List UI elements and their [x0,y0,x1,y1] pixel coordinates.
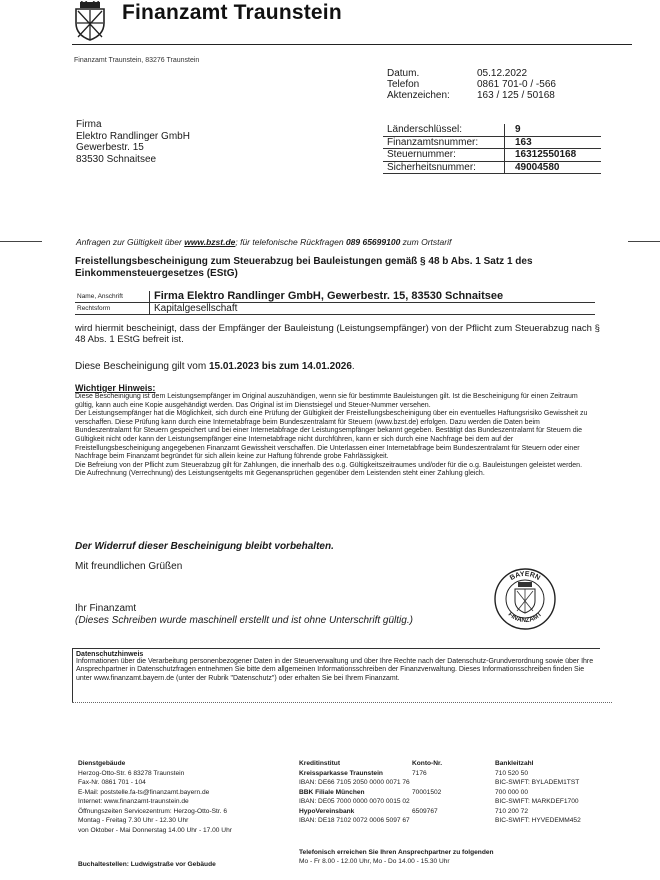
sender-line: Finanzamt Traunstein, 83276 Traunstein [74,57,200,64]
office-signature: Ihr Finanzamt [75,603,137,614]
footer-heading: Konto-Nr. [412,760,443,767]
document-heading: Freistellungsbescheinigung zum Steuerabzug bei Bauleistungen gemäß § 48 b Abs. 1 Satz 1 des Einkommensteuergesetzes (EStG) [75,256,533,279]
office-title: Finanzamt Traunstein [122,1,342,24]
footer-line: Montag - Freitag 7.30 Uhr - 12.30 Uhr [78,817,189,824]
footer-line: BBK Filiale München [299,788,365,796]
footer-line: BIC-SWIFT: MARKDEF1700 [495,798,579,805]
tax-id-value: 163 [515,136,532,148]
footer-heading: Bankleitzahl [495,760,534,767]
footer-line: von Oktober - Mai Donnerstag 14.00 Uhr - 17.00 Uhr [78,826,232,834]
name-label: Name, Anschrift [75,291,150,302]
recipient-address [76,119,190,165]
meta-value: 05.12.2022 [477,68,528,79]
address-line: Gewerbestr. 15 [76,142,144,153]
inquiry-middle: ; für telefonische Rückfragen [235,237,346,247]
address-line: 83530 Schnaitsee [76,153,157,165]
tax-id-box [383,124,601,174]
footer-email[interactable]: E-Mail: poststelle.fa-ts@finanzamt.bayern.de [78,788,210,796]
footer-line [412,797,442,807]
inquiry-prefix: Anfragen zur Gültigkeit über [76,237,185,247]
footer-line: 7176 [412,769,427,777]
privacy-text: Informationen über die Verarbeitung personenbezogener Daten in der Steuerverwaltung und über Ihre Rechte nach der Datenschutz-Grundverordnung sowie über Ihre Ansprechpartner in Datenschutzfragen entnehmen Sie bitte dem allgemeinen Informationsschreiben der Finanzverwaltung. Dieses Informationsschreiben finden Sie unter www.finanzamt.bayern.de (unter der Rubrik "Datenschutz") oder erhalten Sie bei Ihrem Finanzamt. [76,658,594,682]
footer-line: Öffnungszeiten Servicezentrum: Herzog-Otto-Str. 6 [78,807,228,815]
footer-heading: Kreditinstitut [299,760,341,767]
meta-block [387,68,597,101]
tax-id-label: Steuernummer: [383,149,505,161]
meta-value: 163 / 125 / 50168 [477,90,555,101]
bzst-link[interactable]: www.bzst.de [184,237,236,247]
meta-row [387,68,597,79]
footer-website[interactable]: Internet: www.finanzamt-traunstein.de [78,798,189,805]
tax-id-label: Finanzamtsnummer: [383,137,505,149]
footer-line: 70001502 [412,788,442,796]
tax-id-value: 49004580 [515,161,560,173]
privacy-heading: Datenschutzhinweis [76,651,144,658]
footer-bus-stop: Buchaltestellen: Ludwigstraße vor Gebäude [78,861,216,868]
validity-suffix: . [351,361,355,372]
meta-row [387,79,597,90]
inquiry-suffix: zum Ortstarif [400,237,452,247]
meta-row [387,90,597,101]
meta-label: Datum. [387,68,420,79]
address-line: Firma [76,119,102,130]
footer-line: 700 000 00 [495,788,529,796]
note-paragraph: Der Leistungsempfänger hat die Möglichkeit, sich durch eine Prüfung der Gültigkeit der Freistellungsbescheinigung über ein eventuelles Haftungsrisiko Gewissheit zu verschaffen. Diese Prüfung kann durch eine Internetabfrage beim Bundeszentralamt für Steuern (www.bzst.de) erfolgen. Dazu werden die Daten beim Bundeszentralamt für Steuern gespeichert und bei einer Internetabfrage der Leistungsempfänger bekannt gegeben. Bestätigt das Bundeszentralamt für Steuern die Gültigkeit nicht oder kann der Leistungsempfänger eine Internetabfrage nicht durchführen, kann er sich durch eine Nachfrage bei dem auf der Freistellungsbescheinigung angegebenen Finanzamt Gewissheit verschaffen. Die Unterlassen einer Internetabfrage beim Bundeszentralamt für Steuern oder einer Nachfrage beim Finanzamt begründet für sich allein keine zur Haftung führende grobe Fahrlässigkeit. [75,410,588,461]
fold-mark [628,241,660,242]
validity-to: 14.01.2026 [301,361,352,372]
footer-line: Fax-Nr. 0861 701 - 104 [78,779,146,786]
address-line: Elektro Randlinger GmbH [76,130,190,142]
coat-of-arms-icon [72,1,108,41]
footer-bic [495,759,581,826]
footer-building [78,759,232,835]
validity-middle: bis zum [259,361,302,372]
footer-line: Kreissparkasse Traunstein [299,769,383,777]
official-seal-icon [493,567,557,631]
legal-form-row [75,303,595,315]
meta-label: Telefon [387,79,420,90]
fold-mark [0,241,42,242]
footer-line: 710 200 72 [495,807,529,815]
footer-line: Mo - Fr 8.00 - 12.00 Uhr, Mo - Do 14.00 - 15.30 Uhr [299,857,450,865]
recipient-box [75,290,595,315]
inquiry-phone: 089 65699100 [345,237,401,247]
footer-accounts [412,759,442,816]
machine-generated-note: (Dieses Schreiben wurde maschinell erstellt und ist ohne Unterschrift gültig.) [75,615,413,626]
footer-line: Telefonisch erreichen Sie Ihren Ansprechpartner zu folgenden [299,849,494,856]
footer-line: Herzog-Otto-Str. 6 83278 Traunstein [78,769,185,777]
revocation-note: Der Widerruf dieser Bescheinigung bleibt vorbehalten. [75,541,334,552]
privacy-cut-line [72,702,612,703]
tax-id-row [383,162,601,175]
note-paragraph: Die Befreiung von der Pflicht zum Steuerabzug gilt für Zahlungen, die innerhalb des o.g. Gültigkeitszeitraumes und/oder für die o.g. Bauleistungen geleistet werden. Die Aufrechnung (Verrechnung) des Leistungsentgelts mit Gegenansprüchen gegenüber dem Leistenden steht einer Zahlung gleich. [75,461,583,478]
note-paragraph: Diese Bescheinigung ist dem Leistungsempfänger im Original auszuhändigen, wenn sie für bestimmte Bauleistungen gilt. Ist die Bescheinigung für einen Zeitraum gültig, kann auch eine Kopie ausgehändigt werden. Das Original ist im Dienstsiegel und Steuer-Nummer versehen. [75,393,578,409]
footer-line: IBAN: DE66 7105 2050 0000 0071 76 [299,779,410,786]
footer-line [412,778,442,788]
tax-id-value: 9 [515,124,521,135]
note-heading: Wichtiger Hinweis: [75,383,156,393]
privacy-notice [72,648,600,683]
footer-line: BIC-SWIFT: BYLADEM1TST [495,779,580,786]
tax-id-value: 16312550168 [515,149,577,160]
header-rule [72,44,632,45]
legal-form-label: Rechtsform [75,303,150,314]
footer-line: BIC-SWIFT: HYVEDEMM452 [495,817,581,824]
seal-bottom-text: FINANZAMT [506,610,544,625]
meta-label: Aktenzeichen: [387,90,450,101]
seal-top-text: BAYERN [508,570,542,583]
greeting: Mit freundlichen Grüßen [75,561,183,572]
validity-line [75,361,355,372]
footer-line: 710 520 50 [495,769,529,777]
tax-id-row [383,124,601,137]
legal-form-value: Kapitalgesellschaft [154,303,238,314]
footer-line: IBAN: DE18 7102 0072 0006 5097 67 [299,817,410,824]
certification-text: wird hiermit bescheinigt, dass der Empfänger der Bauleistung (Leistungsempfänger) von der Pflicht zum Steuerabzug nach § 48 Abs. 1 EStG befreit ist. [75,323,600,345]
footer-phone-hours [299,849,494,866]
validity-prefix: Diese Bescheinigung gilt vom [75,361,209,372]
footer-line: 6509767 [412,807,438,815]
footer-heading: Dienstgebäude [78,760,126,767]
validity-from: 15.01.2023 [208,361,260,372]
tax-id-row [383,137,601,150]
inquiry-line [76,237,451,247]
meta-value: 0861 701-0 / -566 [477,79,556,90]
footer-bank [299,759,410,826]
footer-line: HypoVereinsbank [299,807,355,815]
note-body [75,393,590,479]
name-value: Firma Elektro Randlinger GmbH, Gewerbestr. 15, 83530 Schnaitsee [154,290,504,302]
name-row [75,290,595,303]
tax-id-label: Länderschlüssel: [383,124,505,136]
tax-id-row [383,149,601,162]
tax-id-label: Sicherheitsnummer: [383,162,505,174]
footer-line: IBAN: DE05 7000 0000 0070 0015 02 [299,798,410,805]
